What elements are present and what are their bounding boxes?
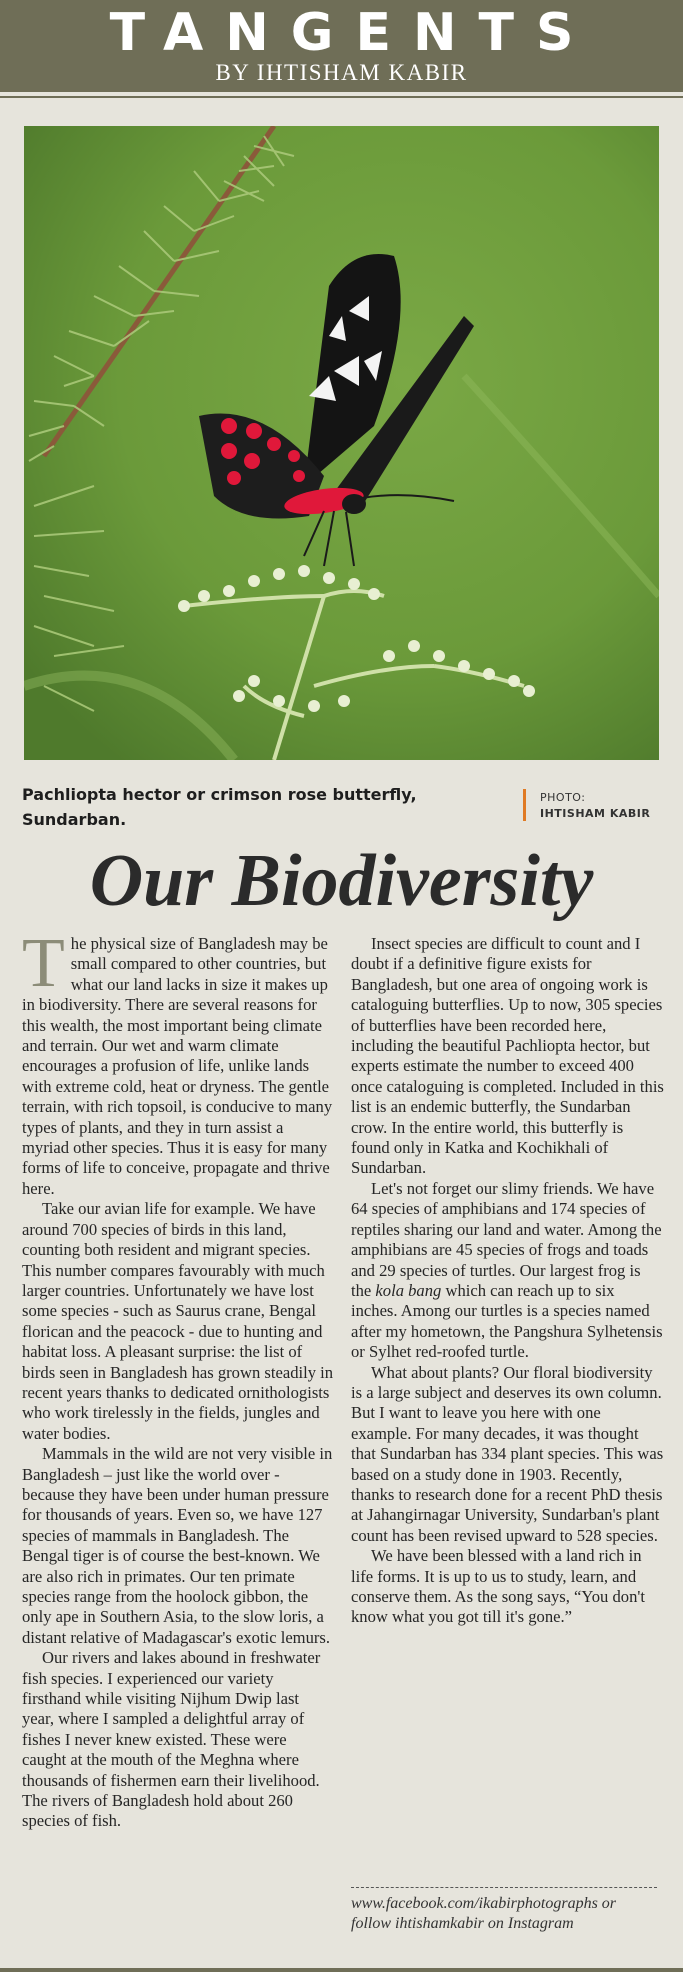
- drop-cap: T: [22, 925, 65, 1002]
- footer-divider: [351, 1887, 657, 1888]
- credit-label: PHOTO:: [540, 791, 586, 804]
- column-title: TANGENTS: [109, 3, 596, 63]
- social-links: [351, 1894, 661, 1934]
- credit-accent-bar: [523, 789, 526, 821]
- article-paragraph: [22, 925, 334, 1199]
- italic-term: kola bang: [375, 1280, 442, 1300]
- article-column-right: [351, 934, 664, 1628]
- instagram-link: follow ihtishamkabir on Instagram: [351, 1915, 574, 1932]
- article-paragraph: What about plants? Our floral biodiversity is a large subject and deserves its own column. But I want to leave you here with one example. For many decades, it was thought that Sundarban has 334 plant species. This was based on a study done in 1903. Recently, thanks to research done for a recent PhD thesis at Jahangirnagar University, Sundarban's plant count has been revised upward to 528 species.: [351, 1362, 664, 1545]
- article-paragraph: Take our avian life for example. We have around 700 species of birds in this land, counting both resident and migrant species. This number compares favourably with much larger countries. Unfortunately we have lost some species - such as Saurus crane, Bengal florican and the peacock - due to hunting and habitat loss. A pleasant surprise: the list of birds seen in Bangladesh has grown steadily in recent years thanks to dedicated ornithologists who work tirelessly in the fields, jungles and water bodies.: [22, 1199, 334, 1443]
- article-paragraph: Our rivers and lakes abound in freshwater fish species. I experienced our variety firsthand while visiting Nijhum Dwip last year, where I sampled a delightful array of fishes I never knew existed. These were caught at the mouth of the Meghna where thousands of fishermen earn their livelihood. The rivers of Bangladesh hold about 260 species of fish.: [22, 1648, 321, 1831]
- photo-credit: [540, 790, 650, 822]
- credit-name: IHTISHAM KABIR: [540, 807, 651, 820]
- paragraph-text: he physical size of Bangladesh may be small compared to other countries, but what our land lacks in size it makes up in biodiversity. There are several reasons for this wealth, the most important being climate and terrain. Our wet and warm climate encourages a profusion of life, unlike lands with extreme cold, heat or dryness. The gentle terrain, with rich topsoil, is conducive to many types of plants, and they in turn assist a myriad other species. Thus it is easy for many forms of life to conceive, propagate and thrive here.: [22, 934, 333, 1198]
- butterfly-illustration: [24, 126, 659, 760]
- masthead-banner: [0, 0, 683, 92]
- facebook-link: www.facebook.com/ikabirphotographs or: [351, 1895, 617, 1912]
- masthead-rule: [0, 96, 683, 98]
- article-paragraph: Mammals in the wild are not very visible in Bangladesh – just like the world over - because they have been under human pressure for thousands of years. Even so, we have 127 species of mammals in Bangladesh. The Bengal tiger is of course the best-known. We are also rich in primates. Our ten primate species range from the hoolock gibbon, the only ape in Southern Asia, to the slow loris, a distant relative of Madagascar's exotic lemurs.: [22, 1444, 333, 1647]
- article-paragraph: [351, 1179, 664, 1363]
- paragraph-text: Let's not forget our slimy friends. We have 64 species of amphibians and 174 species of reptiles sharing our land and water. Among the amphibians are 45 species of frogs and toads and 29 species of turtles. Our largest frog is the: [351, 1178, 662, 1300]
- bottom-rule: [0, 1968, 683, 1972]
- article-column-left: [22, 925, 334, 1832]
- paragraph-text: which can reach up to six inches. Among our turtles is a species named after my hometown, the Pangshura Sylhetensis or Sylhet red-roofed turtle.: [351, 1280, 663, 1362]
- column-byline: BY IHTISHAM KABIR: [215, 60, 468, 85]
- caption-line: Sundarban.: [22, 810, 127, 829]
- article-headline: Our Biodiversity: [89, 840, 594, 922]
- caption-line: Pachliopta hector or crimson rose butterfly,: [22, 785, 417, 804]
- butterfly-photo: [24, 126, 659, 760]
- article-paragraph: We have been blessed with a land rich in life forms. It is up to us to study, learn, and conserve them. As the song says, “You don't know what you got till it's gone.”: [351, 1546, 645, 1627]
- photo-caption: [22, 782, 432, 832]
- article-paragraph: Insect species are difficult to count and I doubt if a definitive figure exists for Bangladesh, but one area of ongoing work is cataloguing butterflies. Up to now, 305 species of butterflies have been recorded here, including the beautiful Pachliopta hector, but experts estimate the number to exceed 400 once cataloguing is completed. Included in this list is an endemic butterfly, the Sundarban crow. In the entire world, this butterfly is found only in Katka and Kochikhali of Sundarban.: [351, 934, 664, 1178]
